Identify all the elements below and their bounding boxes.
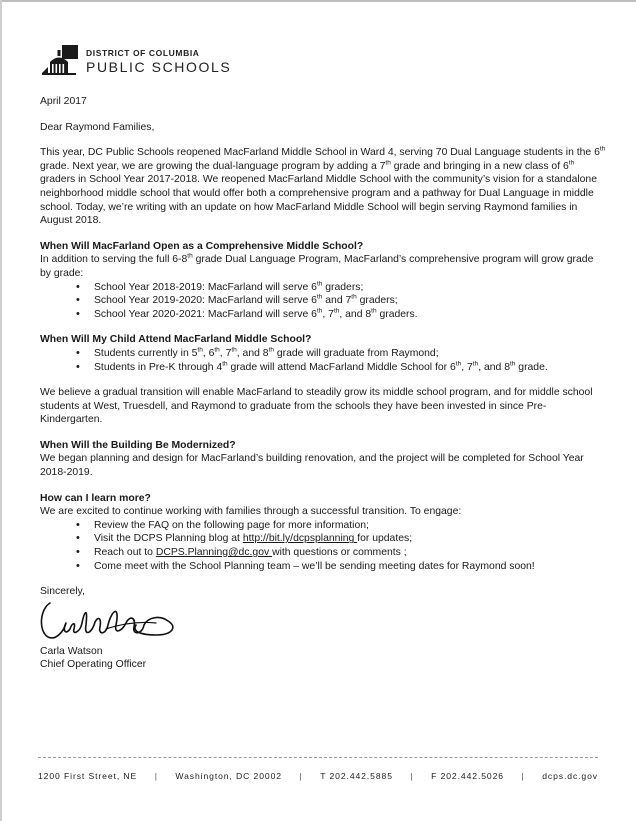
dcps-capitol-logo-icon [40, 45, 78, 75]
list-item: • School Year 2018-2019: MacFarland will serve 6th graders; [76, 281, 606, 295]
list-item: • Review the FAQ on the following page for more information; [76, 519, 606, 533]
footer-website[interactable]: dcps.dc.gov [542, 771, 598, 781]
page-top-edge [0, 0, 636, 2]
header-district: DISTRICT OF COLUMBIA [86, 48, 200, 58]
header-schools: PUBLIC SCHOOLS [86, 59, 232, 75]
letter-date: April 2017 [40, 96, 87, 107]
section-learn-more-text: We are excited to continue working with families through a successful transition. To engage: [40, 506, 462, 518]
engage-list [40, 519, 606, 573]
section-building-text: We began planning and design for MacFarland’s building renovation, and the project will be completed for School Year 2018-2019. [40, 453, 584, 479]
section-heading-open: When Will MacFarland Open as a Comprehensive Middle School? [40, 240, 364, 252]
signer-name: Carla Watson [40, 645, 103, 657]
footer-contact [38, 771, 598, 781]
page-left-edge [0, 0, 2, 821]
list-item: • Students currently in 5th, 6th, 7th, and 8th grade will graduate from Raymond; [76, 347, 606, 361]
list-item: • Visit the DCPS Planning blog at http://bit.ly/dcpsplanning for updates; [76, 532, 606, 546]
footer-phone: T 202.442.5885 [320, 771, 393, 781]
section-heading-learn-more: How can I learn more? [40, 492, 151, 504]
letter-closing: Sincerely, [40, 586, 85, 598]
signature-image [36, 595, 186, 643]
section-heading-building: When Will the Building Be Modernized? [40, 439, 236, 451]
planning-email-link[interactable]: DCPS.Planning@dc.gov [155, 547, 273, 559]
list-item: • Reach out to DCPS.Planning@dc.gov with questions or comments ; [76, 546, 606, 560]
footer-separator: | [410, 771, 414, 781]
footer-divider [38, 757, 598, 758]
list-item: • School Year 2019-2020: MacFarland will serve 6th and 7th graders; [76, 294, 606, 308]
footer-address: 1200 First Street, NE [38, 771, 138, 781]
footer-fax: F 202.442.5026 [431, 771, 504, 781]
footer-separator: | [521, 771, 525, 781]
transition-paragraph: We believe a gradual transition will enable MacFarland to steadily grow its middle school program, and for middle school students at West, Truesdell, and Raymond to graduate from the schools they have been invested in since Pre-Kindergarten. [40, 387, 593, 426]
list-item: • Come meet with the School Planning team – we’ll be sending meeting dates for Raymond soon! [76, 560, 606, 574]
footer-separator: | [154, 771, 158, 781]
section-open-text: In addition to serving the full 6-8th grade Dual Language Program, MacFarland’s comprehensive program will grow grade by grade: [40, 252, 594, 279]
list-item: • School Year 2020-2021: MacFarland will serve 6th, 7th, and 8th graders. [76, 308, 606, 322]
footer-city: Washington, DC 20002 [175, 771, 282, 781]
intro-paragraph: This year, DC Public Schools reopened MacFarland Middle School in Ward 4, serving 70 Dual Language students in the 6th grade. Next year, we are growing the dual-language program by adding a 7th grade and bringing in a new class of 6th graders in School Year 2017-2018. We reopened MacFarland Middle School with the community’s vision for a standalone neighborhood middle school that would offer both a comprehensive program and a pathway for Dual Language in middle school. Today, we’re writing with an update on how MacFarland Middle School will begin serving Raymond families in August 2018. [40, 145, 606, 227]
list-item: • Students in Pre-K through 4th grade will attend MacFarland Middle School for 6th, 7th, and 8th grade. [76, 361, 606, 375]
attend-list [40, 347, 606, 374]
section-heading-attend: When Will My Child Attend MacFarland Middle School? [40, 334, 312, 346]
signer-title: Chief Operating Officer [40, 659, 147, 671]
letter-greeting: Dear Raymond Families, [40, 121, 155, 133]
footer-separator: | [299, 771, 303, 781]
planning-blog-link[interactable]: http://bit.ly/dcpsplanning [242, 533, 358, 545]
open-schedule-list [40, 281, 606, 322]
letter-body [40, 95, 606, 672]
